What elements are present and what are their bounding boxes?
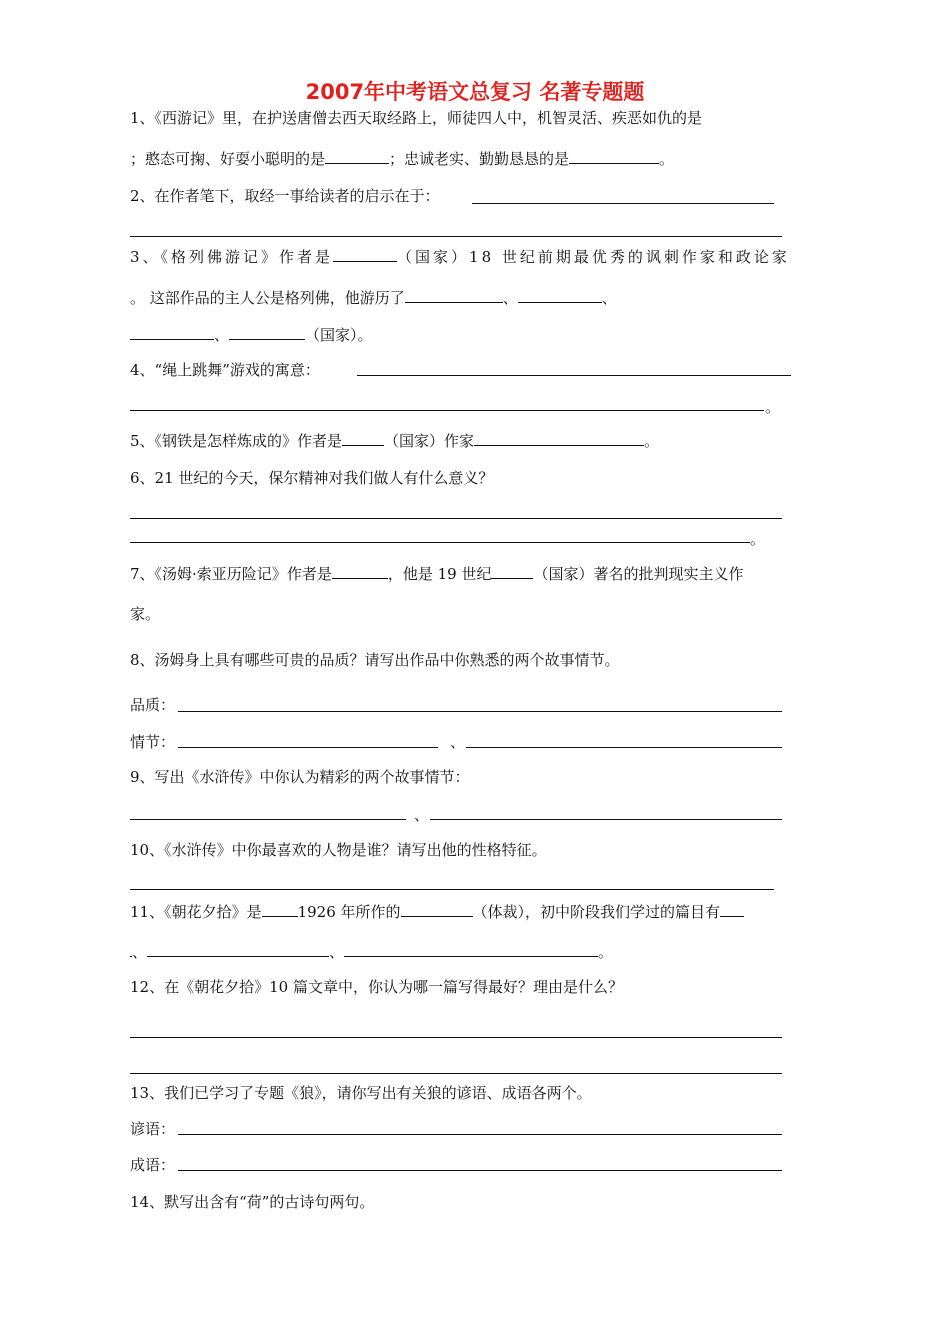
question-14-line — [130, 1192, 374, 1212]
answer-blank[interactable] — [130, 324, 214, 340]
question-1-text-c: ；忠诚老实、勤勤恳恳的是 — [389, 150, 570, 168]
question-11-line-2 — [130, 941, 613, 962]
answer-blank[interactable] — [147, 941, 329, 957]
question-2-text: 2、在作者笔下，取经一事给读者的启示在于： — [130, 187, 440, 205]
question-1-line-2 — [130, 148, 674, 169]
answer-line[interactable] — [130, 542, 750, 543]
question-1-text-b: ；憨态可掬、好耍小聪明的是 — [130, 150, 326, 168]
answer-blank[interactable] — [229, 324, 305, 340]
question-4-end: 。 — [765, 398, 781, 416]
question-10-text: 10、《水浒传》中你最喜欢的人物是谁？请写出他的性格特征。 — [130, 841, 547, 859]
answer-line[interactable] — [130, 410, 764, 411]
answer-blank[interactable] — [332, 563, 388, 579]
answer-blank[interactable] — [518, 287, 602, 303]
question-7-line-1 — [130, 563, 743, 584]
question-5-text-c: 。 — [644, 432, 660, 450]
answer-line[interactable] — [178, 1170, 782, 1171]
question-5-text-b: （国家）作家 — [384, 432, 475, 450]
answer-blank[interactable] — [344, 941, 598, 957]
answer-blank[interactable] — [474, 430, 644, 446]
question-3-line-1 — [130, 246, 790, 267]
question-6-line — [130, 468, 493, 488]
question-3-text-c: 。 这部作品的主人公是格列佛，他游历了 — [130, 289, 405, 307]
question-6-text: 6、21 世纪的今天，保尔精神对我们做人有什么意义？ — [130, 469, 494, 487]
question-11-text: 11、《朝花夕拾》是 — [130, 903, 262, 921]
answer-blank[interactable] — [491, 563, 533, 579]
question-7-text-b: ，他是 19 世纪 — [387, 565, 492, 583]
question-2-line — [130, 186, 440, 206]
question-11-text-b: 1926 年所作的 — [297, 903, 401, 921]
idiom-label: 成语： — [130, 1156, 176, 1174]
answer-blank[interactable] — [720, 901, 744, 917]
answer-line[interactable] — [430, 819, 782, 820]
question-9-line — [130, 767, 470, 787]
answer-blank[interactable] — [401, 901, 473, 917]
question-3-text-b: （国家）18 世纪前期最优秀的讽刺作家和政论家 — [397, 248, 790, 266]
separator: 、 — [214, 326, 230, 344]
answer-line[interactable] — [472, 203, 774, 204]
question-11-line-1 — [130, 901, 744, 922]
question-9-text: 9、写出《水浒传》中你认为精彩的两个故事情节： — [130, 768, 470, 786]
question-7-text: 7、《汤姆·索亚历险记》作者是 — [130, 565, 332, 583]
question-7-line-2 — [130, 604, 160, 624]
separator: 、 — [601, 289, 617, 307]
separator: 、 — [450, 733, 466, 751]
answer-blank[interactable] — [569, 148, 659, 164]
answer-line[interactable] — [130, 1037, 782, 1038]
question-8-text: 8、汤姆身上具有哪些可贵的品质？请写出作品中你熟悉的两个故事情节。 — [130, 651, 620, 669]
question-12-text: 12、在《朝花夕拾》10 篇文章中，你认为哪一篇写得最好？理由是什么？ — [130, 978, 623, 996]
question-7-text-c: （国家）著名的批判现实主义作 — [533, 565, 744, 583]
question-10-line — [130, 840, 547, 860]
question-13-line — [130, 1083, 592, 1103]
separator: 、 — [329, 943, 345, 961]
question-3-line-3 — [130, 324, 373, 345]
question-5-line — [130, 430, 659, 451]
answer-blank[interactable] — [325, 148, 389, 164]
question-11-end: 。 — [598, 943, 614, 961]
answer-line[interactable] — [130, 1073, 782, 1074]
question-3-text: 3、《格列佛游记》作者是 — [130, 248, 334, 266]
question-12-line — [130, 977, 623, 997]
answer-line[interactable] — [130, 889, 774, 890]
question-1-text-d: 。 — [659, 150, 675, 168]
answer-line[interactable] — [130, 819, 406, 820]
question-4-line — [130, 360, 320, 380]
answer-line[interactable] — [466, 747, 782, 748]
separator: 、 — [132, 943, 148, 961]
answer-blank[interactable] — [262, 901, 298, 917]
answer-line[interactable] — [357, 375, 791, 376]
question-11-text-c: （体裁），初中阶段我们学过的篇目有 — [472, 903, 721, 921]
question-6-end: 。 — [750, 530, 766, 548]
question-4-text: 4、“绳上跳舞”游戏的寓意： — [130, 361, 320, 379]
question-5-text: 5、《钢铁是怎样炼成的》作者是 — [130, 432, 343, 450]
separator: 、 — [414, 806, 430, 824]
answer-line[interactable] — [178, 1134, 782, 1135]
answer-line[interactable] — [178, 747, 438, 748]
question-7-text-d: 家。 — [130, 605, 161, 623]
separator: 、 — [502, 289, 518, 307]
question-14-text: 14、默写出含有“荷”的古诗句两句。 — [130, 1193, 375, 1211]
question-1-line-1 — [130, 108, 702, 128]
answer-line[interactable] — [178, 711, 782, 712]
question-13-text: 13、我们已学习了专题《狼》，请你写出有关狼的谚语、成语各两个。 — [130, 1084, 592, 1102]
question-3-text-d: （国家）。 — [305, 326, 373, 344]
page-title: 2007年中考语文总复习 名著专题题 — [305, 80, 645, 104]
plot-label: 情节： — [130, 733, 176, 751]
question-1-text: 1、《西游记》里，在护送唐僧去西天取经路上，师徒四人中，机智灵活、疾恶如仇的是 — [130, 109, 703, 127]
proverb-label: 谚语： — [130, 1120, 176, 1138]
question-3-line-2 — [130, 287, 617, 308]
answer-line[interactable] — [130, 518, 782, 519]
answer-blank[interactable] — [405, 287, 503, 303]
answer-blank[interactable] — [333, 246, 397, 262]
quality-label: 品质： — [130, 696, 176, 714]
question-8-line — [130, 650, 620, 670]
answer-line[interactable] — [130, 236, 782, 237]
answer-blank[interactable] — [342, 430, 384, 446]
